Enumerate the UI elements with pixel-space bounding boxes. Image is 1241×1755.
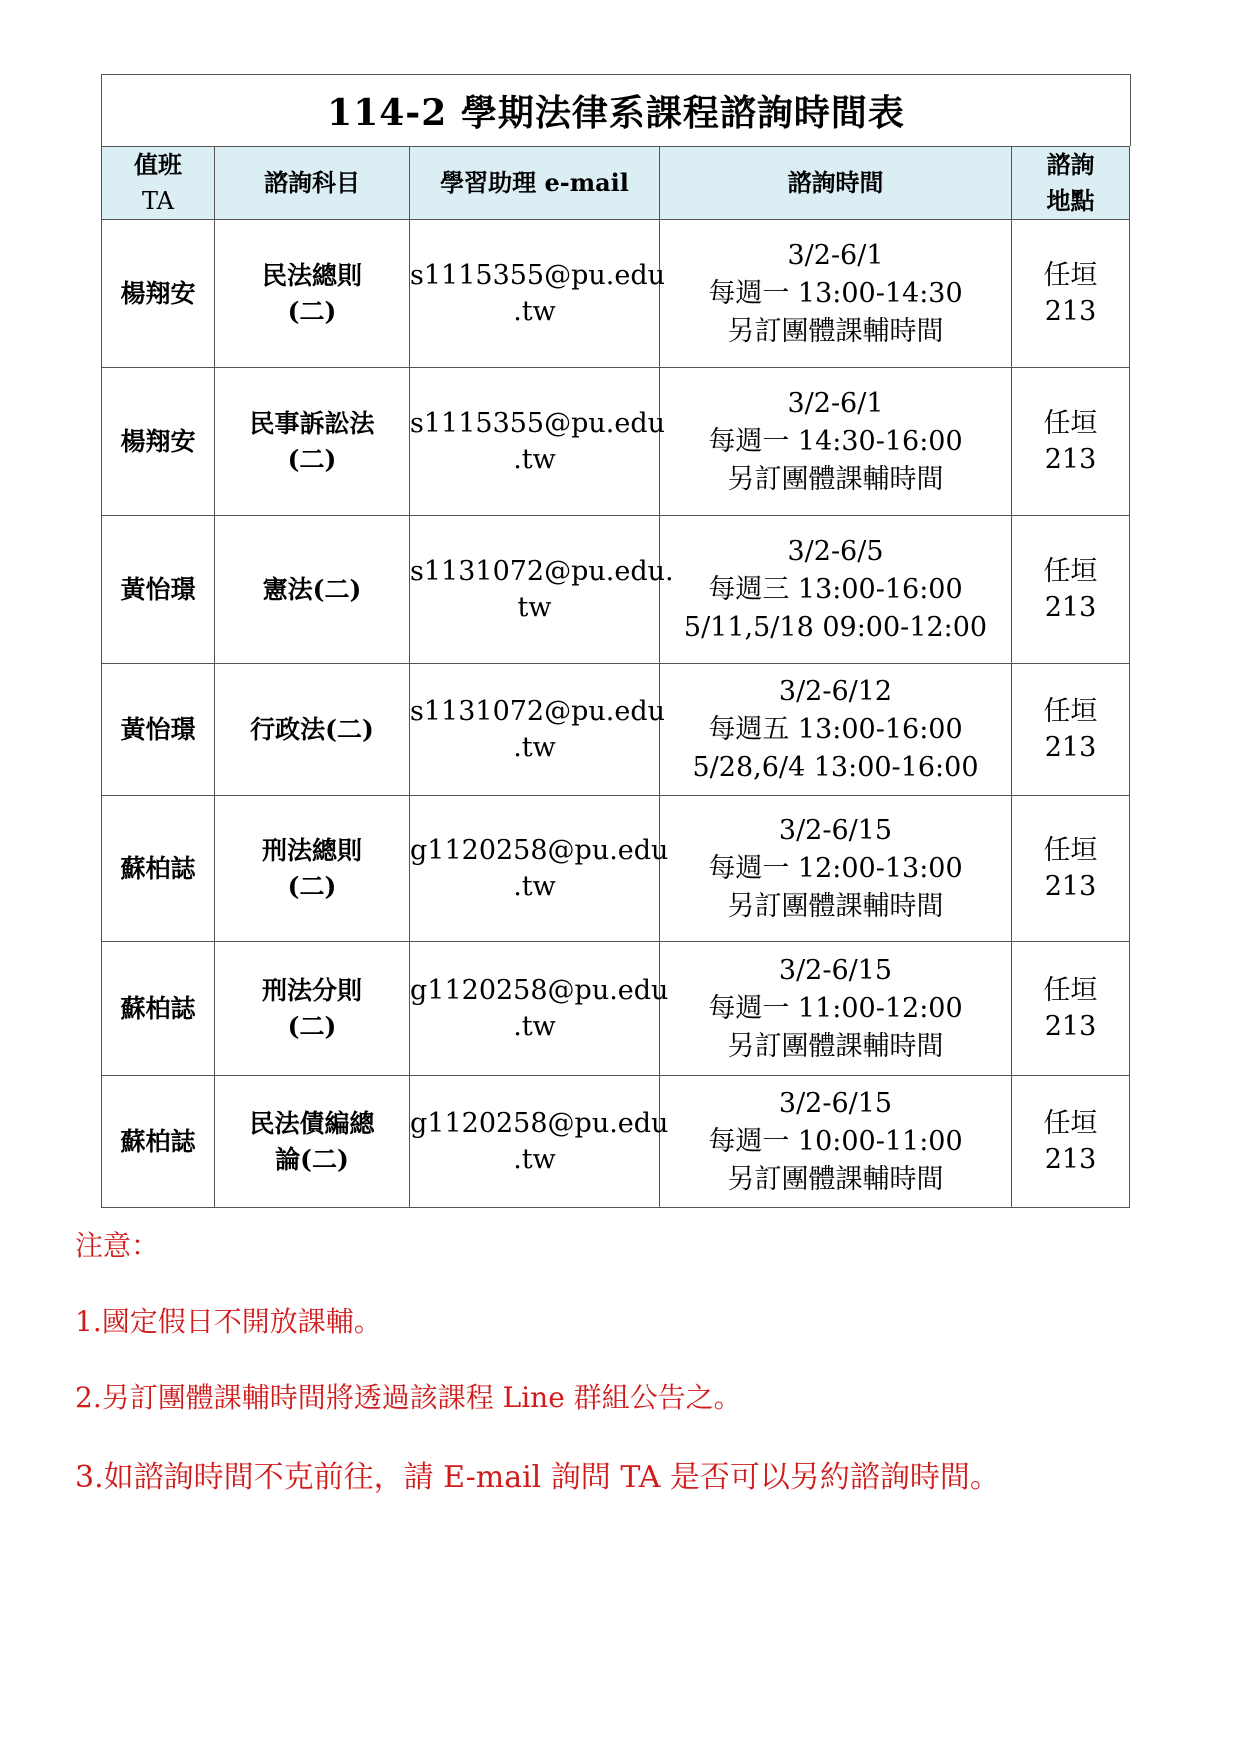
course-cell: 民事訴訟法 (二) bbox=[215, 368, 410, 516]
table-row bbox=[102, 796, 1130, 942]
time-cell: 3/2-6/1 每週一 13:00-14:30 另訂團體課輔時間 bbox=[660, 220, 1012, 368]
time-cell: 3/2-6/5 每週三 13:00-16:00 5/11,5/18 09:00-12:00 bbox=[660, 516, 1012, 664]
email-cell: g1120258@pu.edu .tw bbox=[410, 1076, 660, 1208]
course-cell: 民法債編總 論(二) bbox=[215, 1076, 410, 1208]
email-cell: s1115355@pu.edu .tw bbox=[410, 220, 660, 368]
header-course: 諮詢科目 bbox=[215, 147, 410, 220]
schedule-table bbox=[101, 146, 1130, 1208]
table-row bbox=[102, 220, 1130, 368]
ta-cell: 蘇柏誌 bbox=[102, 942, 215, 1076]
time-cell: 3/2-6/12 每週五 13:00-16:00 5/28,6/4 13:00-16:00 bbox=[660, 664, 1012, 796]
notes-section bbox=[75, 1224, 1000, 1528]
room-cell: 任垣 213 bbox=[1012, 942, 1130, 1076]
ta-cell: 楊翔安 bbox=[102, 368, 215, 516]
header-room: 諮詢 地點 bbox=[1012, 147, 1130, 220]
time-cell: 3/2-6/15 每週一 11:00-12:00 另訂團體課輔時間 bbox=[660, 942, 1012, 1076]
course-cell: 刑法分則 (二) bbox=[215, 942, 410, 1076]
table-row bbox=[102, 368, 1130, 516]
time-cell: 3/2-6/1 每週一 14:30-16:00 另訂團體課輔時間 bbox=[660, 368, 1012, 516]
room-cell: 任垣 213 bbox=[1012, 368, 1130, 516]
header-time: 諮詢時間 bbox=[660, 147, 1012, 220]
note-item-2: 2.另訂團體課輔時間將透過該課程 Line 群組公告之。 bbox=[75, 1381, 742, 1414]
time-cell: 3/2-6/15 每週一 10:00-11:00 另訂團體課輔時間 bbox=[660, 1076, 1012, 1208]
room-cell: 任垣 213 bbox=[1012, 796, 1130, 942]
ta-cell: 楊翔安 bbox=[102, 220, 215, 368]
email-cell: g1120258@pu.edu .tw bbox=[410, 796, 660, 942]
course-cell: 民法總則 (二) bbox=[215, 220, 410, 368]
page-title: 114-2 學期法律系課程諮詢時間表 bbox=[101, 74, 1131, 146]
note-item-1: 1.國定假日不開放課輔。 bbox=[75, 1305, 382, 1338]
table-header-row bbox=[102, 147, 1130, 220]
ta-cell: 蘇柏誌 bbox=[102, 1076, 215, 1208]
header-ta: 值班 TA bbox=[102, 147, 215, 220]
course-cell: 刑法總則 (二) bbox=[215, 796, 410, 942]
time-cell: 3/2-6/15 每週一 12:00-13:00 另訂團體課輔時間 bbox=[660, 796, 1012, 942]
table-row bbox=[102, 1076, 1130, 1208]
room-cell: 任垣 213 bbox=[1012, 1076, 1130, 1208]
course-cell: 行政法(二) bbox=[215, 664, 410, 796]
schedule-sheet bbox=[101, 74, 1131, 1208]
email-cell: s1131072@pu.edu. tw bbox=[410, 516, 660, 664]
ta-cell: 蘇柏誌 bbox=[102, 796, 215, 942]
room-cell: 任垣 213 bbox=[1012, 220, 1130, 368]
note-item-3: 3.如諮詢時間不克前往，請 E-mail 詢問 TA 是否可以另約諮詢時間。 bbox=[75, 1460, 1000, 1495]
room-cell: 任垣 213 bbox=[1012, 664, 1130, 796]
email-cell: s1115355@pu.edu .tw bbox=[410, 368, 660, 516]
ta-cell: 黃怡璟 bbox=[102, 516, 215, 664]
header-email: 學習助理 e-mail bbox=[410, 147, 660, 220]
table-row bbox=[102, 516, 1130, 664]
email-cell: g1120258@pu.edu .tw bbox=[410, 942, 660, 1076]
table-row bbox=[102, 664, 1130, 796]
table-row bbox=[102, 942, 1130, 1076]
notes-heading: 注意： bbox=[75, 1229, 160, 1262]
email-cell: s1131072@pu.edu .tw bbox=[410, 664, 660, 796]
room-cell: 任垣 213 bbox=[1012, 516, 1130, 664]
ta-cell: 黃怡璟 bbox=[102, 664, 215, 796]
course-cell: 憲法(二) bbox=[215, 516, 410, 664]
